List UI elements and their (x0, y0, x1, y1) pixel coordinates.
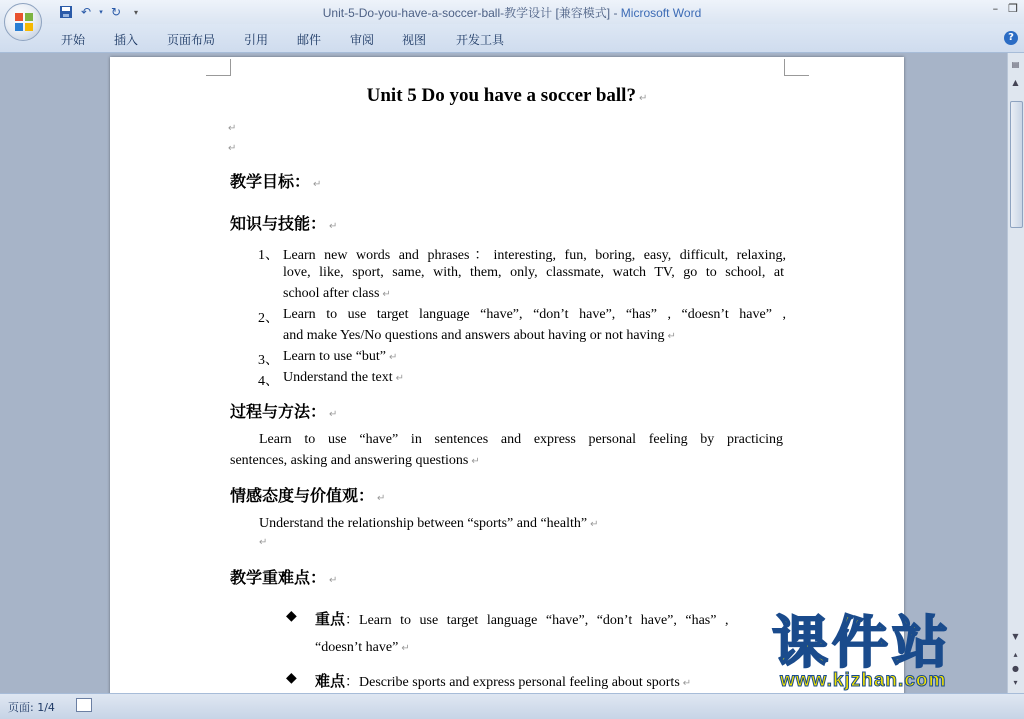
title-bar (0, 0, 1024, 24)
list-number: 2、 (258, 311, 279, 326)
tab-mailings[interactable]: 邮件 (297, 33, 322, 47)
proofing-icon[interactable] (76, 698, 92, 712)
bullet-diamond-icon: ◆ (286, 608, 297, 624)
heading-key-points: 教学重难点： ↵ (230, 568, 338, 587)
document-page[interactable] (110, 57, 904, 693)
minimize-button[interactable]: – (992, 2, 999, 15)
bullet-diamond-icon: ◆ (286, 670, 297, 686)
previous-page-icon[interactable]: ▴ (1013, 650, 1018, 659)
customize-qat-icon[interactable]: ▾ (133, 7, 138, 17)
key-point-line: 重点：Learn to use target language “have”, “don’t have”, “has” , (315, 610, 729, 628)
select-browse-object-icon[interactable]: ● (1012, 664, 1019, 673)
window-controls (993, 2, 1018, 15)
office-button[interactable] (4, 3, 42, 41)
document-name: Unit-5-Do-you-have-a-soccer-ball-教学设计 [兼容模式] - (322, 6, 621, 20)
app-name: Microsoft Word (620, 6, 702, 20)
list-item-line: Learn to use “but” ↵ (283, 349, 398, 364)
list-item-line: school after class ↵ (283, 286, 391, 301)
paragraph-mark: ↵ (228, 123, 237, 134)
next-page-icon[interactable]: ▾ (1013, 678, 1018, 687)
tab-references[interactable]: 引用 (244, 33, 269, 47)
paragraph-mark: ↵ (228, 143, 237, 154)
list-item-line: Learn to use target language “have”, “don’t have”, “has” , “doesn’t have” , (283, 307, 786, 322)
window-title (0, 4, 1024, 21)
status-bar (0, 693, 1024, 719)
ribbon-tab-bar (0, 24, 1024, 53)
tab-insert[interactable]: 插入 (114, 33, 139, 47)
watermark-text: 课件站 (772, 611, 952, 676)
document-title: Unit 5 Do you have a soccer ball? ↵ (366, 85, 648, 106)
list-item-line: Learn new words and phrases：interesting, fun, boring, easy, difficult, relaxing, (283, 248, 786, 263)
tab-page-layout[interactable]: 页面布局 (167, 33, 216, 47)
page-indicator[interactable]: 页面: 1/4 (8, 701, 55, 714)
watermark-url: www.kjzhan.com (780, 670, 947, 691)
key-point-line: “doesn’t have” ↵ (315, 640, 410, 655)
paragraph-line: Learn to use “have” in sentences and express personal feeling by practicing (259, 432, 783, 447)
scroll-down-icon[interactable]: ▼ (1012, 632, 1019, 641)
paragraph-mark: ↵ (638, 93, 648, 104)
difficult-point-line: 难点：Describe sports and express personal feeling about sports ↵ (315, 672, 692, 690)
office-logo-icon (14, 12, 34, 32)
list-item-line: Understand the text ↵ (283, 370, 405, 385)
document-workspace (0, 53, 1008, 693)
heading-emotion-values: 情感态度与价值观： ↵ (230, 486, 386, 505)
margin-corner-top-right (784, 59, 809, 76)
help-icon[interactable]: ? (1004, 31, 1018, 45)
paragraph-line: Understand the relationship between “sports” and “health” ↵ (259, 516, 599, 531)
vertical-scrollbar[interactable] (1007, 53, 1024, 693)
margin-corner-top-left (206, 59, 231, 76)
heading-teaching-goals: 教学目标： ↵ (230, 172, 322, 191)
list-number: 4、 (258, 374, 279, 389)
watermark-logo (772, 612, 1004, 696)
restore-button[interactable]: ❐ (1008, 2, 1018, 15)
tab-developer[interactable]: 开发工具 (456, 33, 505, 47)
scrollbar-thumb[interactable] (1010, 101, 1023, 228)
list-item-line: love, like, sport, same, with, them, only, classmate, watch TV, go to school, at (283, 265, 784, 280)
scroll-up-icon[interactable]: ▲ (1012, 78, 1019, 87)
list-item-line: and make Yes/No questions and answers about having or not having ↵ (283, 328, 676, 343)
redo-icon[interactable]: ↻ (110, 5, 122, 19)
paragraph-mark: ↵ (259, 537, 268, 548)
tab-review[interactable]: 审阅 (350, 33, 375, 47)
heading-process-methods: 过程与方法： ↵ (230, 402, 338, 421)
heading-knowledge-skills: 知识与技能： ↵ (230, 214, 338, 233)
paragraph-line: sentences, asking and answering questions ↵ (230, 453, 480, 468)
undo-icon[interactable]: ↶ (80, 5, 92, 19)
list-number: 1、 (258, 248, 279, 263)
ruler-toggle-icon[interactable]: ▤ (1011, 60, 1020, 69)
list-number: 3、 (258, 353, 279, 368)
undo-dropdown-icon[interactable]: ▾ (99, 8, 103, 16)
tab-home[interactable]: 开始 (61, 33, 86, 47)
tab-view[interactable]: 视图 (402, 33, 427, 47)
